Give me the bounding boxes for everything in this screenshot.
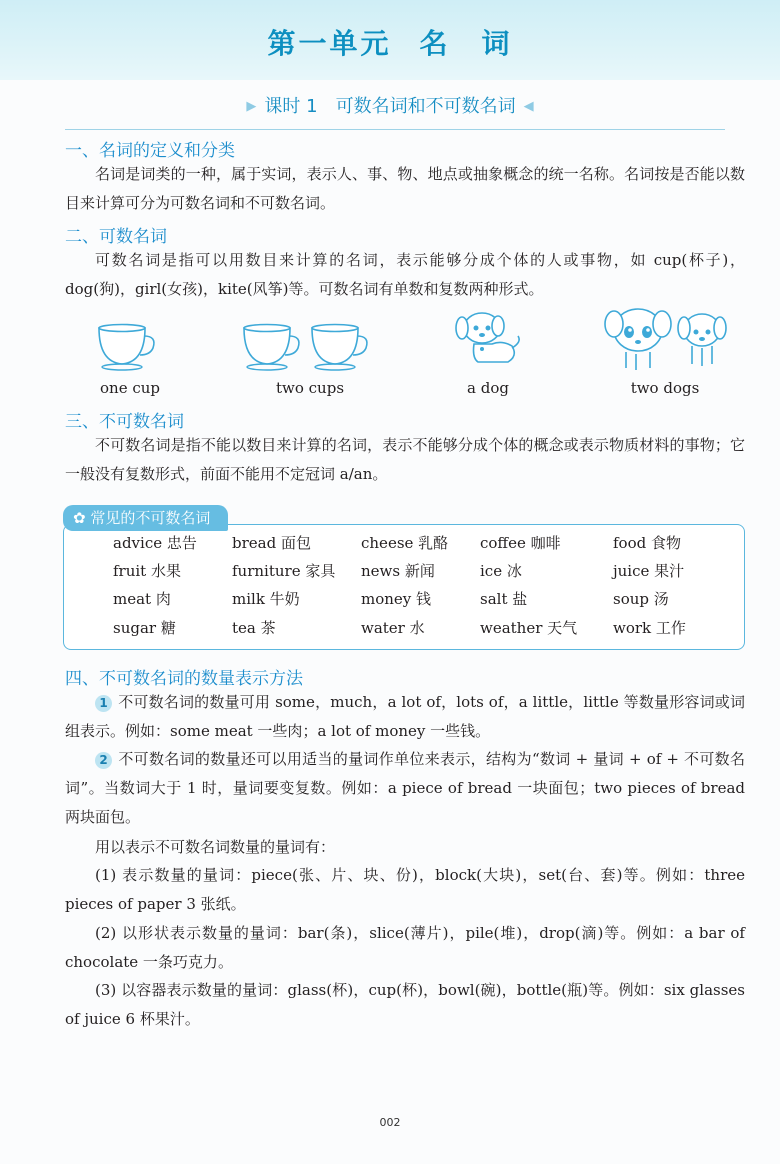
- noun-cell: juice 果汁: [613, 562, 685, 580]
- unit-title: [0, 22, 780, 62]
- noun-cell: news 新闻: [361, 562, 435, 580]
- section-body-definition: 名词是词类的一种，属于实词，表示人、事、物、地点或抽象概念的统一名称。名词按是否能以数目来计算可分为可数名词和不可数名词。: [65, 165, 745, 212]
- method-2-text: 不可数名词的数量还可以用适当的量词作单位来表示，结构为“数词 + 量词 + of + 不可数名词”。当数词大于 1 时，量词要变复数。例如：a piece of bread 一块面包；two pieces of bread 两块面包。: [65, 750, 745, 826]
- section-heading-uncountable: 三、不可数名词: [65, 412, 184, 432]
- two-cups-illustration: [240, 322, 376, 372]
- noun-cell: coffee 咖啡: [480, 534, 561, 552]
- noun-cell: cheese 乳酪: [361, 534, 449, 552]
- classifier-intro: 用以表示不可数名词数量的量词有：: [95, 838, 336, 856]
- section-heading-countable: 二、可数名词: [65, 227, 167, 247]
- noun-cell: bread 面包: [232, 534, 311, 552]
- cup-illustration: [95, 322, 163, 372]
- page-number: 002: [379, 1116, 401, 1129]
- unit-label: 第一单元: [267, 27, 392, 60]
- noun-cell: advice 忠告: [113, 534, 197, 552]
- classifier-item-2: (2) 以形状表示数量的量词：bar(条)，slice(薄片)，pile(堆)，drop(滴)等。例如：a bar of chocolate 一条巧克力。: [65, 924, 745, 971]
- noun-cell: sugar 糖: [113, 619, 176, 637]
- noun-cell: money 钱: [361, 590, 432, 608]
- classifier-item-1: (1) 表示数量的量词：piece(张、片、块、份)，block(大块)，set(台、套)等。例如：three pieces of paper 3 张纸。: [65, 866, 745, 913]
- noun-cell: fruit 水果: [113, 562, 181, 580]
- section-heading-definition: 一、名词的定义和分类: [65, 141, 235, 161]
- flower-icon: ✿: [73, 509, 91, 527]
- noun-cell: salt 盐: [480, 590, 528, 608]
- left-arrow-icon: ▶: [246, 99, 257, 114]
- label-two-dogs: two dogs: [630, 379, 700, 397]
- classifier-item-3: (3) 以容器表示数量的量词：glass(杯)，cup(杯)，bowl(碗)，bottle(瓶)等。例如：six glasses of juice 6 杯果汁。: [65, 981, 745, 1028]
- noun-cell: water 水: [361, 619, 425, 637]
- method-2: [65, 745, 745, 832]
- dog-illustration: [452, 306, 524, 372]
- title-banner: [0, 0, 780, 80]
- divider: [65, 129, 725, 130]
- noun-cell: furniture 家具: [232, 562, 336, 580]
- noun-cell: food 食物: [613, 534, 681, 552]
- noun-cell: weather 天气: [480, 619, 578, 637]
- lesson-title-text: 课时 1 可数名词和不可数名词: [264, 96, 516, 117]
- label-a-dog: a dog: [467, 379, 509, 397]
- label-two-cups: two cups: [275, 379, 345, 397]
- noun-cell: work 工作: [613, 619, 686, 637]
- right-arrow-icon: ◀: [523, 99, 534, 114]
- box-title: [63, 505, 228, 531]
- number-badge: 1: [95, 695, 112, 712]
- unit-topic: 名 词: [419, 27, 513, 60]
- number-badge: 2: [95, 752, 112, 769]
- lesson-title: [0, 92, 780, 118]
- method-1: [65, 688, 745, 746]
- two-dogs-illustration: [602, 302, 732, 374]
- noun-cell: milk 牛奶: [232, 590, 300, 608]
- noun-cell: ice 冰: [480, 562, 522, 580]
- noun-cell: meat 肉: [113, 590, 171, 608]
- section-heading-quantity: 四、不可数名词的数量表示方法: [65, 669, 303, 689]
- noun-cell: soup 汤: [613, 590, 669, 608]
- section-body-countable: 可数名词是指可以用数目来计算的名词，表示能够分成个体的人或事物，如 cup(杯子)，dog(狗)，girl(女孩)，kite(风筝)等。可数名词有单数和复数两种形式。: [65, 251, 745, 298]
- section-body-uncountable: 不可数名词是指不能以数目来计算的名词，表示不能够分成个体的概念或表示物质材料的事物；它一般没有复数形式，前面不能用不定冠词 a/an。: [65, 436, 745, 483]
- label-one-cup: one cup: [100, 379, 160, 397]
- noun-cell: tea 茶: [232, 619, 276, 637]
- method-1-text: 不可数名词的数量可用 some，much，a lot of，lots of，a little，little 等数量形容词或词组表示。例如：some meat 一些肉；a lot of money 一些钱。: [65, 693, 745, 740]
- box-title-text: 常见的不可数名词: [90, 509, 211, 527]
